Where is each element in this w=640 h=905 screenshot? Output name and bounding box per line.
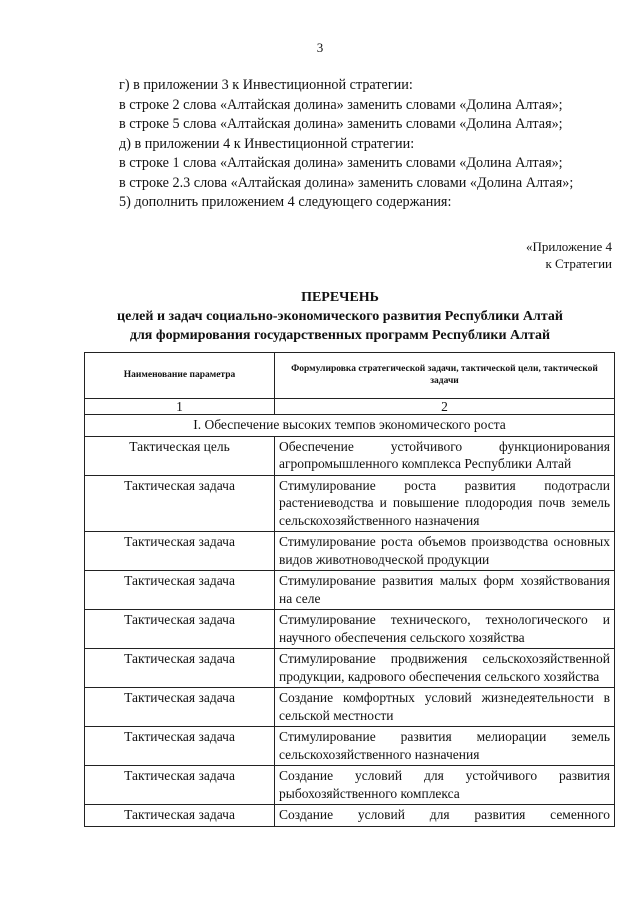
param-cell: Тактическая задача: [85, 649, 275, 688]
table-row: [85, 688, 615, 727]
paragraph: г) в приложении 3 к Инвестиционной стратегии:: [119, 77, 413, 93]
param-cell: Тактическая задача: [85, 727, 275, 766]
paragraph: в строке 1 слова «Алтайская долина» заменить словами «Долина Алтая»;: [119, 155, 563, 171]
table-row: [85, 766, 615, 805]
appendix-ref-line: к Стратегии: [545, 256, 612, 271]
desc-cell: Создание условий для развития семенного: [275, 805, 615, 827]
desc-cell: Стимулирование развития мелиорации земель сельскохозяйственного назначения: [275, 727, 615, 766]
param-cell: Тактическая задача: [85, 766, 275, 805]
table-header-cell: Наименование параметра: [85, 353, 275, 399]
section-row: [85, 415, 615, 437]
param-cell: Тактическая цель: [85, 436, 275, 475]
appendix-reference: [526, 238, 612, 272]
paragraph: в строке 5 слова «Алтайская долина» заменить словами «Долина Алтая»;: [119, 116, 563, 132]
document-heading: [0, 288, 640, 345]
table-row: [85, 610, 615, 649]
table-row: [85, 436, 615, 475]
section-title: I. Обеспечение высоких темпов экономического роста: [85, 415, 615, 437]
table-row: [85, 649, 615, 688]
desc-cell: Стимулирование технического, технологического и научного обеспечения сельского хозяйства: [275, 610, 615, 649]
page-number: 3: [316, 40, 324, 55]
table-row: [85, 571, 615, 610]
table-row: [85, 532, 615, 571]
column-number-cell: 2: [275, 399, 615, 415]
paragraph: д) в приложении 4 к Инвестиционной стратегии:: [119, 135, 415, 152]
column-number-cell: 1: [85, 399, 275, 415]
desc-cell: Обеспечение устойчивого функционирования агропромышленного комплекса Республики Алтай: [275, 436, 615, 475]
table-row: [85, 805, 615, 827]
goals-table: [84, 352, 615, 827]
desc-cell: Стимулирование продвижения сельскохозяйственной продукции, кадрового обеспечения сельского хозяйства: [275, 649, 615, 688]
appendix-ref-line: «Приложение 4: [525, 239, 612, 254]
paragraph: в строке 2 слова «Алтайская долина» заменить словами «Долина Алтая»;: [119, 96, 563, 113]
desc-cell: Стимулирование роста объемов производства основных видов животноводческой продукции: [275, 532, 615, 571]
amendment-text: [82, 76, 612, 213]
heading-title: ПЕРЕЧЕНЬ: [301, 290, 379, 305]
heading-subtitle: для формирования государственных программ Республики Алтай: [129, 328, 551, 343]
param-cell: Тактическая задача: [85, 532, 275, 571]
paragraph: в строке 2.3 слова «Алтайская долина» заменить словами «Долина Алтая»;: [119, 174, 574, 191]
paragraph: 5) дополнить приложением 4 следующего содержания:: [119, 194, 452, 210]
table-row: [85, 727, 615, 766]
param-cell: Тактическая задача: [85, 805, 275, 827]
param-cell: Тактическая задача: [85, 475, 275, 532]
desc-cell: Стимулирование роста развития подотрасли растениеводства и повышение плодородия почв земель сельскохозяйственного назначения: [275, 475, 615, 532]
param-cell: Тактическая задача: [85, 571, 275, 610]
heading-subtitle: целей и задач социально-экономического развития Республики Алтай: [117, 309, 563, 324]
table-row: [85, 475, 615, 532]
desc-cell: Создание комфортных условий жизнедеятельности в сельской местности: [275, 688, 615, 727]
table-header-row: [85, 353, 615, 399]
param-cell: Тактическая задача: [85, 688, 275, 727]
desc-cell: Создание условий для устойчивого развития рыбохозяйственного комплекса: [275, 766, 615, 805]
column-number-row: [85, 399, 615, 415]
param-cell: Тактическая задача: [85, 610, 275, 649]
desc-cell: Стимулирование развития малых форм хозяйствования на селе: [275, 571, 615, 610]
table-header-cell: Формулировка стратегической задачи, тактической цели, тактической задачи: [275, 353, 615, 399]
